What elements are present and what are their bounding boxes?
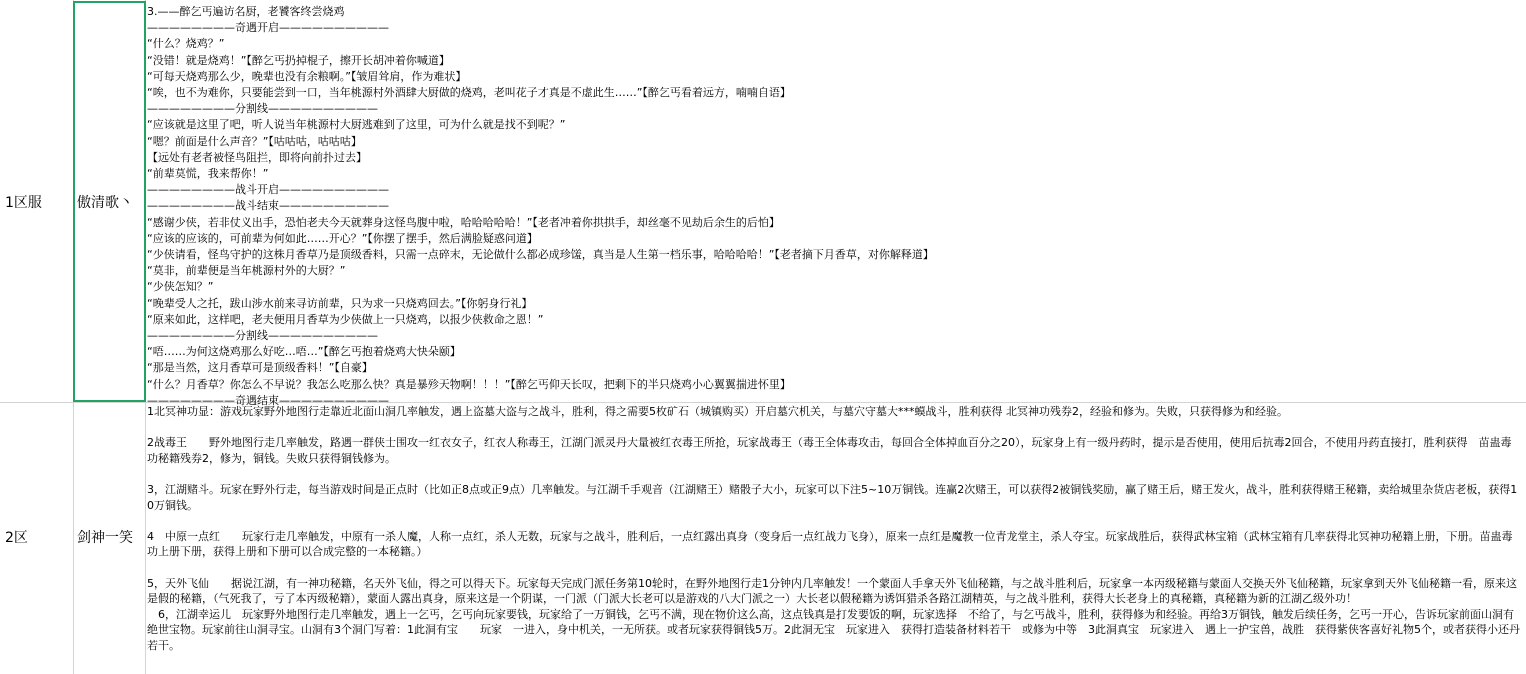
story-line: 3.——醉乞丐遍访名厨，老饕客终尝烧鸡 xyxy=(147,5,345,18)
row-1-server-cell[interactable] xyxy=(0,0,73,402)
story-line: “应该就是这里了吧，听人说当年桃源村大厨逃难到了这里，可为什么就是找不到呢？” xyxy=(147,118,566,132)
row-1-name-cell-selected[interactable] xyxy=(73,1,146,402)
row-2-name-cell[interactable] xyxy=(73,403,145,674)
story-line: ————————奇遇结束—————————— xyxy=(147,393,389,407)
quest-paragraph: 2战毒王 野外地图行走几率触发，路遇一群侠士围攻一红衣女子，红衣人称毒王，江湖门派灵丹大量被红衣毒王所抢，玩家战毒王（毒王全体毒攻击，每回合全体掉血百分之20），玩家身上有一级丹药时，提示是否使用，使用后抗毒2回合，不使用丹药直接打，胜利获得 苗蛊毒功秘籍残券2，修为，铜钱。失败只获得铜钱修为。 xyxy=(147,436,1512,465)
story-line: ————————战斗结束—————————— xyxy=(147,199,389,213)
row-1-story-cell[interactable] xyxy=(147,4,1526,407)
quest-paragraph: 5，天外飞仙 据说江湖，有一神功秘籍，名天外飞仙，得之可以得天下。玩家每天完成门派任务第10轮时，在野外地图行走1分钟内几率触发！一个蒙面人手拿天外飞仙秘籍，与之战斗胜利后，玩家拿一本丙级秘籍与蒙面人交换天外飞仙秘籍，玩家拿到天外飞仙秘籍一看，原来这是假的秘籍，（气死我了，亏了本丙级秘籍），蒙面人露出真身，原来这是一个阴谋，一门派（门派大长老可以是游戏的八大门派之一）大长老以假秘籍为诱饵猎杀各路江湖精英，与之战斗胜利，获得大长老身上的真秘籍，真秘籍为新的江湖乙级外功！ xyxy=(147,576,1517,606)
story-line: “莫非，前辈便是当年桃源村外的大厨？” xyxy=(147,264,346,278)
story-line: ————————分割线—————————— xyxy=(147,329,378,343)
story-line: “什么？烧鸡？” xyxy=(147,37,225,51)
quest-paragraph: 3，江湖赌斗。玩家在野外行走，每当游戏时间是正点时（比如正8点或正9点）几率触发。与江湖千手观音（江湖赌王）赌骰子大小，玩家可以下注5~10万铜钱。连赢2次赌王，可以获得2被铜钱奖励，赢了赌王后，赌王发火，战斗，胜利获得赌王秘籍，卖给城里杂货店老板，获得10万铜钱。 xyxy=(147,482,1518,512)
row-1-name-label: 傲清歌丶 xyxy=(77,195,133,211)
story-line: ————————战斗开启—————————— xyxy=(147,183,389,197)
story-line: “可每天烧鸡那么少，晚辈也没有余粮啊。”【皱眉耸肩，作为难状】 xyxy=(147,69,467,83)
quest-paragraph: 4 中原一点红 玩家行走几率触发，中原有一杀人魔，人称一点红，杀人无数，玩家与之战斗，胜利后，一点红露出真身（变身后一点红战力飞身），原来一点红是魔教一位青龙堂主，杀人夺宝。玩家战胜后，获得武林宝箱（武林宝箱有几率获得北冥神功秘籍上册，下册。苗蛊毒功上册下册，获得上册和下册可以合成完整的一本秘籍。） xyxy=(147,529,1513,559)
story-line: “感谢少侠，若非仗义出手，恐怕老夫今天就葬身这怪鸟腹中啦，哈哈哈哈哈！”【老者冲着你拱拱手，却丝毫不见劫后余生的后怕】 xyxy=(147,215,780,229)
row-2-quest-cell[interactable] xyxy=(147,404,1526,674)
story-line: “原来如此，这样吧，老夫便用月香草为少侠做上一只烧鸡，以报少侠救命之恩！” xyxy=(147,312,544,326)
story-line: “唉，也不为难你，只要能尝到一口，当年桃源村外酒肆大厨做的烧鸡，老叫花子才真是不虚此生……”【醉乞丐看着远方，喃喃自语】 xyxy=(147,86,791,100)
story-line: ————————分割线—————————— xyxy=(147,102,378,116)
story-line: “晚辈受人之托，跋山涉水前来寻访前辈，只为求一只烧鸡回去。”【你躬身行礼】 xyxy=(147,296,533,310)
story-line: “没错！就是烧鸡！”【醉乞丐扔掉棍子，擦开长胡冲着你喊道】 xyxy=(147,53,450,67)
quest-paragraph: 1北冥神功显：游戏玩家野外地图行走靠近北面山洞几率触发，遇上盗墓大盗与之战斗，胜利，得之需要5枚矿石（城镇购买）开启墓穴机关，与墓穴守墓大***蟆战斗，胜利获得 北冥神功残券2，经验和修为。失败，只获得修为和经验。 xyxy=(147,405,1288,418)
row-2-server-cell[interactable] xyxy=(0,403,73,674)
story-line: “什么？月香草？你怎么不早说？我怎么吃那么快？真是暴殄天物啊！！！”【醉乞丐仰天长叹，把剩下的半只烧鸡小心翼翼揣进怀里】 xyxy=(147,377,791,391)
story-line: ————————奇遇开启—————————— xyxy=(147,21,389,35)
story-line: “前辈莫慌，我来帮你！” xyxy=(147,167,269,181)
quest-paragraph: 6，江湖幸运儿 玩家野外地图行走几率触发，遇上一乞丐，乞丐向玩家要钱，玩家给了一万铜钱，乞丐不满，现在物价这么高，这点钱真是打发要饭的啊，玩家选择 不给了，与乞丐战斗，胜利，获得修为和经验。再给3万铜钱，触发后续任务，乞丐一开心，告诉玩家前面山洞有绝世宝物。玩家前往山洞寻宝。山洞有3个洞门写着：1此洞有宝 玩家 一进入，身中机关，一无所获。或者玩家获得铜钱5万。2此洞无宝 玩家进入 获得打造装备材料若干 或修为中等 3此洞真宝 玩家进入 遇上一护宝兽，战胜 获得紫侠客喜好礼物5个，或者获得小还丹若干。 xyxy=(147,607,1520,652)
story-line: “少侠请看，怪鸟守护的这株月香草乃是顶级香料，只需一点碎末，无论做什么都必成珍馐，真当是人生第一档乐事，哈哈哈哈！”【老者摘下月香草，对你解释道】 xyxy=(147,248,934,262)
story-line: “应该的应该的，可前辈为何如此……开心？”【你摆了摆手，然后满脸疑惑问道】 xyxy=(147,231,538,245)
row-2-server-label: 2区 xyxy=(5,530,28,546)
story-line: “少侠怎知？” xyxy=(147,280,214,294)
story-line: “唔……为何这烧鸡那么好吃…唔…”【醉乞丐抱着烧鸡大快朵颐】 xyxy=(147,345,461,359)
row-2-name-label: 剑神一笑 xyxy=(77,530,133,546)
row-1-server-label: 1区服 xyxy=(5,195,42,211)
story-line: 【远处有老者被怪鸟阻拦，即将向前扑过去】 xyxy=(147,150,367,164)
story-line: “那是当然，这月香草可是顶级香料！”【自豪】 xyxy=(147,361,373,375)
story-line: “嗯？前面是什么声音？”【咕咕咕，咕咕咕】 xyxy=(147,134,362,148)
